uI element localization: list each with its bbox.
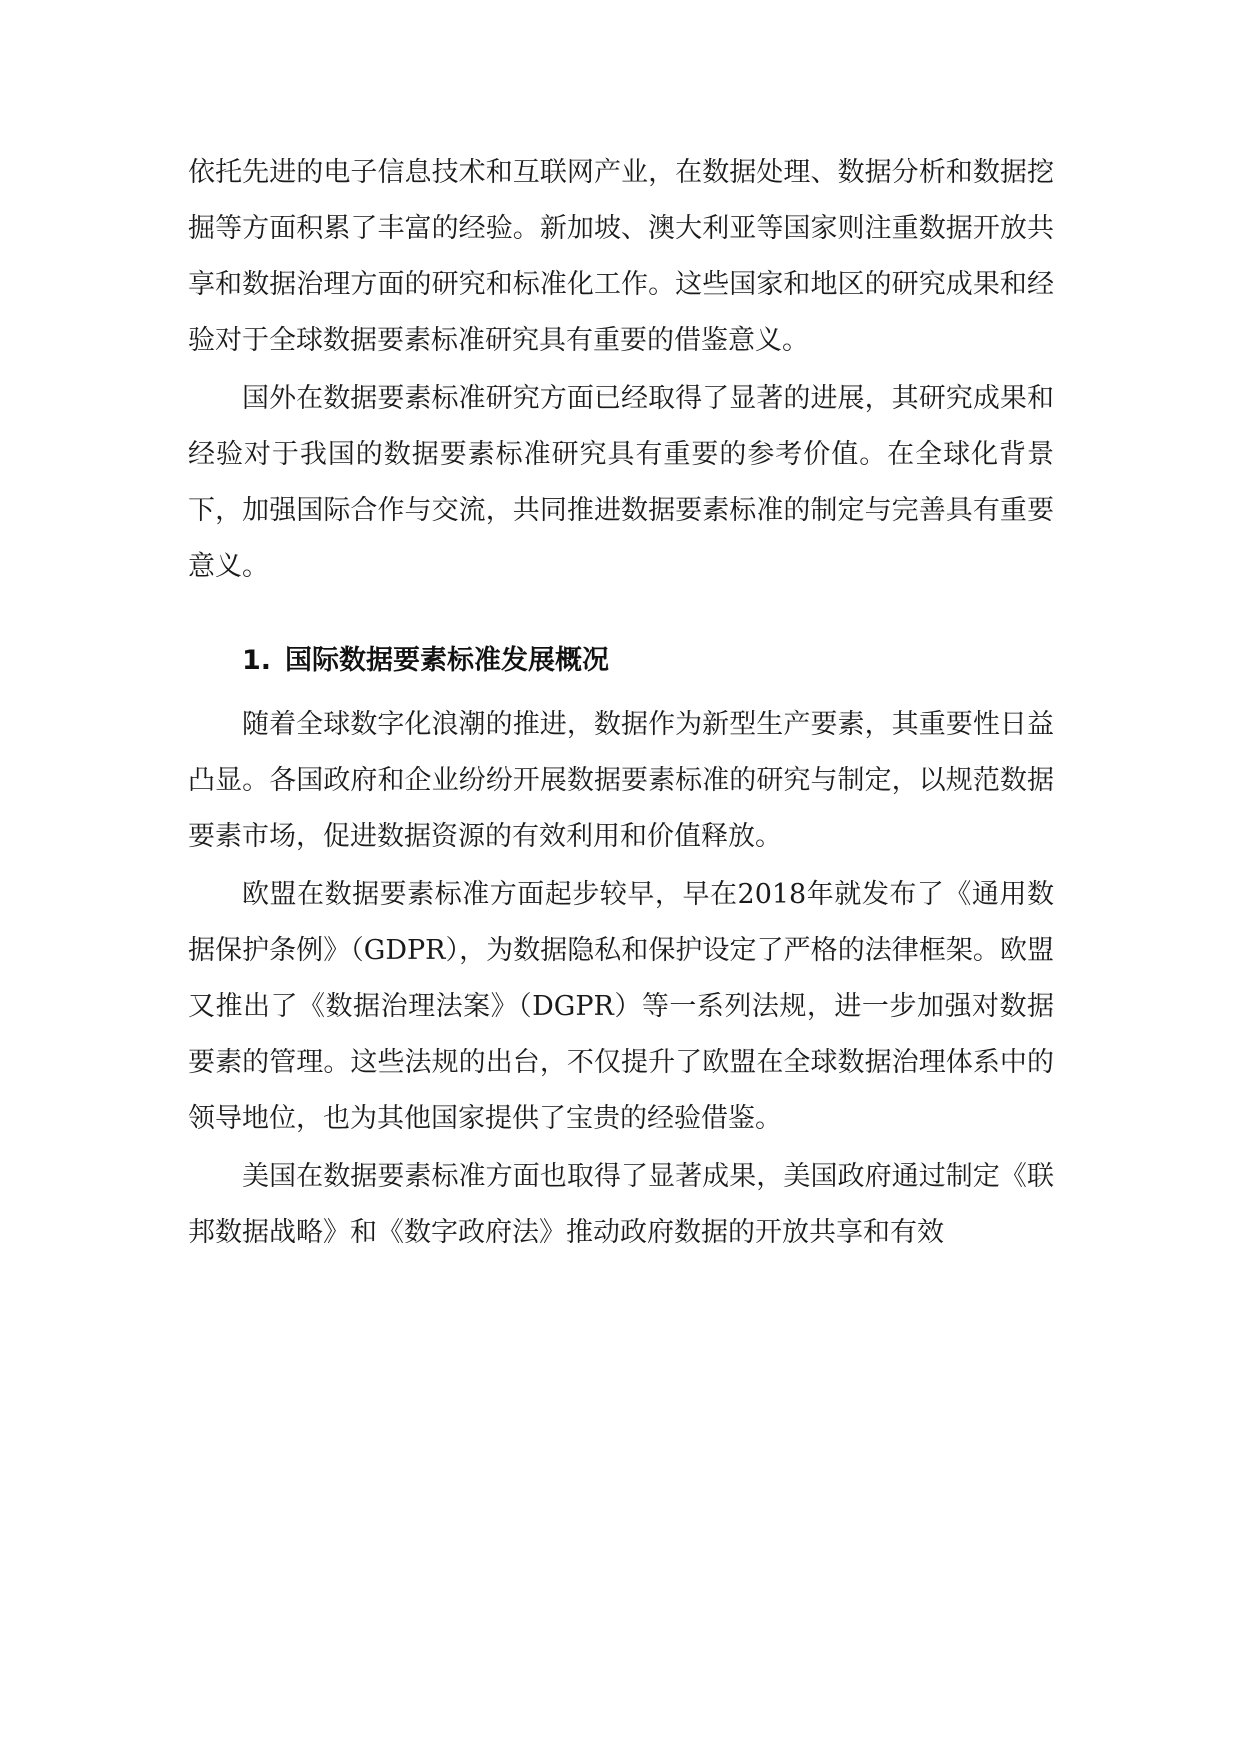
section-title: 国际数据要素标准发展概况	[285, 645, 610, 676]
paragraph: 国外在数据要素标准研究方面已经取得了显著的进展，其研究成果和经验对于我国的数据要素标准研究具有重要的参考价值。在全球化背景下，加强国际合作与交流，共同推进数据要素标准的制定与完善具有重要意义。	[188, 383, 1054, 582]
paragraph: 随着全球数字化浪潮的推进，数据作为新型生产要素，其重要性日益凸显。各国政府和企业纷纷开展数据要素标准的研究与制定，以规范数据要素市场，促进数据资源的有效利用和价值释放。	[188, 709, 1054, 852]
paragraph-continued: 依托先进的电子信息技术和互联网产业，在数据处理、数据分析和数据挖掘等方面积累了丰富的经验。新加坡、澳大利亚等国家则注重数据开放共享和数据治理方面的研究和标准化工作。这些国家和地区的研究成果和经验对于全球数据要素标准研究具有重要的借鉴意义。	[188, 157, 1054, 356]
section-number: 1.	[242, 645, 272, 676]
document-body	[188, 145, 1054, 1263]
section-heading	[188, 633, 1054, 689]
paragraph: 欧盟在数据要素标准方面起步较早，早在2018年就发布了《通用数据保护条例》（GDPR），为数据隐私和保护设定了严格的法律框架。欧盟又推出了《数据治理法案》（DGPR）等一系列法规，进一步加强对数据要素的管理。这些法规的出台，不仅提升了欧盟在全球数据治理体系中的领导地位，也为其他国家提供了宝贵的经验借鉴。	[188, 879, 1054, 1134]
paragraph: 美国在数据要素标准方面也取得了显著成果，美国政府通过制定《联邦数据战略》和《数字政府法》推动政府数据的开放共享和有效	[188, 1161, 1054, 1248]
